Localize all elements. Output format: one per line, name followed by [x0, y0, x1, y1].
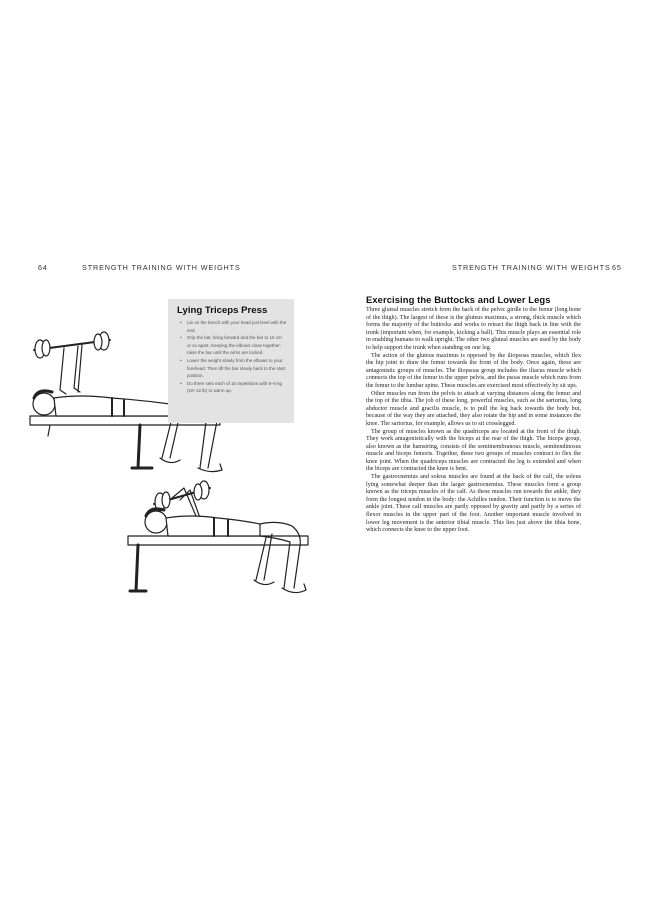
article-paragraph: Three gluteal muscles stretch from the back of the pelvic girdle to the femur (long bone of the thigh). The largest of these is the gluteus maximus, a strong, thick muscle which forms the majority of the buttocks and works to retract the thigh back in line with the trunk (important when, for example, kicking a ball). This muscle plays an essential role in enabling humans to walk upright. The other two gluteal muscles are used by the body to help support the trunk when standing on one leg.: [366, 307, 581, 351]
exercise-sidebar-box: [168, 299, 294, 423]
article-paragraph: The action of the gluteus maximus is opposed by the iliopsoas muscles, which flex the hip joint to draw the femur towards the front of the body. Once again, these are antagonistic groups of muscles. The iliopsoas group includes the iliacus muscle which connects the top of the femur to the upper pelvis, and the psoas muscle which runs from the femur to the lumbar spine. These muscles are exercised most effectively by sit ups.: [366, 352, 581, 389]
sidebar-bullet-list: [177, 319, 287, 395]
left-page-number: 64: [38, 263, 48, 272]
right-page-number: 65: [612, 263, 622, 272]
sidebar-bullet: • Do three sets each of 10 repetitions with 5–6 kg (10–12 lb) to warm up.: [183, 380, 287, 395]
sidebar-bullet: • Grip the bar, bring forward and the bar to 15 cm or so apart. Keeping the elbows close together, raise the bar until the arms are locked.: [183, 334, 287, 357]
article-paragraph: Other muscles run from the pelvis to attach at varying distances along the femur and the top of the tibia. The job of these long, powerful muscles, such as the sartorius, long abductor muscle and gracilis muscle, is to pull the leg back towards the body but, because of the way they are attached, they also rotate the hip and in some instances the knee. The sartorius, for example, allows us to sit crosslegged.: [366, 390, 581, 427]
right-running-title: STRENGTH TRAINING WITH WEIGHTS: [452, 263, 611, 272]
article-body: [366, 294, 581, 535]
article-paragraph: The group of muscles known as the quadriceps are located at the front of the thigh. They work antagonistically with the biceps at the rear of the thigh. The biceps group, also known as the hamstring, consists of the semimembranous muscle, semitendinosus muscle and biceps femoris. Together, these two groups of muscles contract to flex the knee joint. When the quadriceps muscles are contracted the leg is extended and when the biceps are contracted the knee is bent.: [366, 428, 581, 473]
left-running-title: STRENGTH TRAINING WITH WEIGHTS: [82, 263, 241, 272]
sidebar-title: Lying Triceps Press: [177, 305, 268, 316]
article-heading: Exercising the Buttocks and Lower Legs: [366, 294, 551, 305]
exercise-illustration-bar-lowered: [110, 476, 330, 626]
article-paragraph: The gastrocnemius and soleus muscles are found at the back of the calf, the soleus lying somewhat deeper than the larger gastrocnemius. These muscles form a group known as the triceps muscles of the calf. As these muscles run towards the ankle, they form the longest tendon in the body: the Achilles tendon. Their function is to move the ankle joint. These calf muscles are partly opposed by gravity and partly by a series of flexor muscles in the upper part of the foot. Another important muscle involved in lower leg movement is the anterior tibial muscle. This lies just above the tibia bone, which connects the knee to the upper foot.: [366, 474, 581, 534]
sidebar-bullet: • Lower the weight slowly from the elbows to your forehead. Then lift the bar slowly back to the start position.: [183, 357, 287, 380]
sidebar-bullet: • Lie on the bench with your head just level with the end.: [183, 319, 287, 334]
